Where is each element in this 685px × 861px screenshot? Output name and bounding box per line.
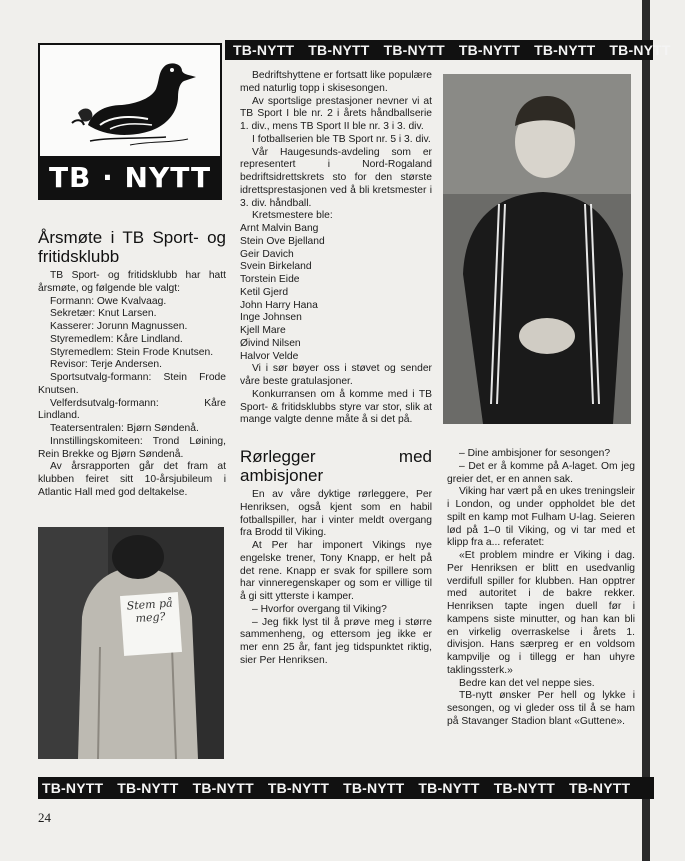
photo-per-henriksen xyxy=(443,74,631,424)
logo-title: TB · NYTT xyxy=(48,161,212,194)
top-banner: TB-NYTT TB-NYTT TB-NYTT TB-NYTT TB-NYTT TB-NYTT xyxy=(225,40,653,60)
name-list-item: Ketil Gjerd xyxy=(240,286,289,298)
paragraph: Vi i sør bøyer oss i støvet og sender våre beste gratulasjoner. xyxy=(240,363,432,387)
paragraph: I fotballserien ble TB Sport nr. 5 i 3. div. xyxy=(252,133,431,145)
name-list-item: Torstein Eide xyxy=(240,274,300,285)
paragraph: – Det er å komme på A-laget. Om jeg greier det, er en annen sak. xyxy=(447,460,635,485)
paragraph: En av våre dyktige rørleggere, Per Henriksen, også kjent som en habil fotballspiller, har i vinter meldt overgang fra Brodd til Viking. xyxy=(240,489,432,539)
paragraph: – Hvorfor overgang til Viking? xyxy=(252,603,387,615)
tb-nytt-logo xyxy=(38,43,222,200)
paragraph: TB-nytt ønsker Per hell og lykke i sesongen, og vi gleder oss til å se ham på Stavanger Stadion blant «Guttene». xyxy=(447,690,635,727)
page-number: 24 xyxy=(38,810,51,825)
name-list-item: Halvor Velde xyxy=(240,350,299,362)
sign-card: Stem på meg? xyxy=(120,592,182,656)
page-edge xyxy=(642,0,650,861)
paragraph: «Et problem mindre er Viking i dag. Per Henriksen er blitt en usedvanlig verdifull spiller for klubben. Han opptrer med autoritet i de bakre rekker. Henriksen tapte ingen duell før i kampens siste minutter, og han kan bli en virkelig overraskelse i årets 1. divisjon. Hans særpreg er en voldsom kampvilje og i tillegg er han uhyre taklingssterk.» xyxy=(447,550,635,676)
paragraph: Bedriftshyttene er fortsatt like populære med naturlig topp i skisesongen. xyxy=(240,70,432,94)
paragraph: Bedre kan det vel neppe sies. xyxy=(459,677,595,689)
paragraph: Vår Haugesunds-avdeling som er representert i Nord-Rogaland bedriftsidrettskrets sto for den største idrettsprestasjonen ved å bli kretsmester i 3. div. håndball. xyxy=(240,146,432,209)
annual-meeting-heading: Årsmøte i TB Sport- og fritidsklubb xyxy=(38,228,226,266)
paragraph: At Per har imponert Vikings nye engelske trener, Tony Knapp, er helt på det rene. Knapp er svak for spillere som har vinneregenskaper og som er villige til å gi sitt ytterste i kamper. xyxy=(240,540,432,602)
text-line: Formann: Owe Kvalvaag. xyxy=(50,295,167,307)
column-3 xyxy=(447,448,635,729)
paragraph: – Dine ambisjoner for sesongen? xyxy=(459,448,611,459)
text-line: Innstillingskomiteen: Trond Løining, Rein Brekke og Bjørn Søndenå. xyxy=(38,435,226,460)
column-1 xyxy=(38,228,226,500)
text-line: Av årsrapporten går det fram at klubben feiret sitt 10-årsjubileum i Atlantic Hall med god deltakelse. xyxy=(38,461,226,498)
name-list-item: Stein Ove Bjelland xyxy=(240,235,325,247)
paragraph: Konkurransen om å komme med i TB Sport- & fritidsklubbs styre var stor, slik at mange valgte denne måte å si det på. xyxy=(240,388,432,426)
name-list-item: John Harry Hana xyxy=(240,299,318,311)
paragraph: Av sportslige prestasjoner nevner vi at TB Sport I ble nr. 2 i årets håndballserie 1. div., mens TB Sport II ble nr. 3 i 3. div. xyxy=(240,95,432,132)
name-list-item: Arnt Malvin Bang xyxy=(240,223,319,234)
name-list-item: Geir Davich xyxy=(240,248,294,260)
text-line: Styremedlem: Stein Frode Knutsen. xyxy=(50,346,214,358)
text-line: Styremedlem: Kåre Lindland. xyxy=(50,333,183,345)
name-list-item: Inge Johnsen xyxy=(240,312,302,324)
text-line: Teatersentralen: Bjørn Søndenå. xyxy=(50,423,199,434)
paragraph: – Jeg fikk lyst til å prøve meg i større sammenheng, og ettersom jeg ikke er mer enn 25 år, fant jeg tidspunktet riktig, sier Per Henriksen. xyxy=(240,616,432,666)
paragraph: Viking har vært på en ukes treningsleir i London, og under oppholdet ble det spilt en kamp mot Fulham U-lag. Seieren lød på 1–0 til Viking, og vi tar med et klipp fra a... referatet: xyxy=(447,486,635,549)
column-2 xyxy=(240,70,432,668)
text-line: TB Sport- og fritidsklubb har hatt årsmøte, og følgende ble valgt: xyxy=(38,270,226,294)
plumber-heading: Rørlegger med ambisjoner xyxy=(240,447,432,485)
text-line: Sportsutvalg-formann: Stein Frode Knutsen. xyxy=(38,372,226,396)
name-list-item: Øivind Nilsen xyxy=(240,337,301,349)
text-line: Kasserer: Jorunn Magnussen. xyxy=(50,321,188,332)
duck-icon xyxy=(70,53,200,153)
text-line: Velferdsutvalg-formann: Kåre Lindland. xyxy=(38,397,226,422)
name-list-item: Svein Birkeland xyxy=(240,261,312,273)
paragraph: Kretsmestere ble: xyxy=(252,210,333,222)
name-list-item: Kjell Mare xyxy=(240,325,286,336)
text-line: Sekretær: Knut Larsen. xyxy=(50,308,157,320)
text-line: Revisor: Terje Andersen. xyxy=(50,359,162,371)
bottom-banner: TB-NYTT TB-NYTT TB-NYTT TB-NYTT TB-NYTT TB-NYTT TB-NYTT TB-NYTT xyxy=(38,777,654,799)
photo-figure xyxy=(443,74,631,424)
